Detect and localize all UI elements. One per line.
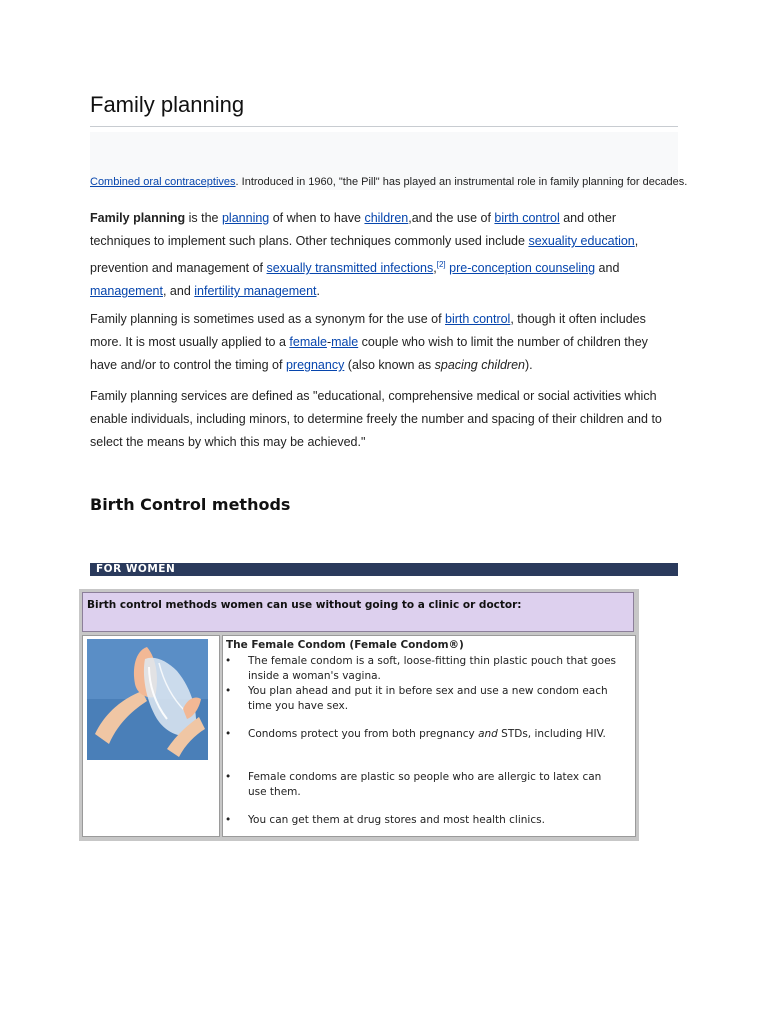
- text-run: of when to have: [269, 211, 365, 225]
- link-sti[interactable]: sexually transmitted infections: [266, 261, 434, 276]
- link-children[interactable]: children: [364, 211, 409, 225]
- bold-term: Family planning: [90, 211, 186, 225]
- bullet-text: Condoms protect you from both pregnancy: [248, 728, 479, 740]
- figure-caption: [90, 176, 690, 188]
- bullet-icon: •: [225, 814, 232, 826]
- text-run: , though it often includes more. It is most usually applied to a: [90, 312, 646, 349]
- banner-label: FOR WOMEN: [96, 563, 176, 575]
- italic-term: and: [478, 728, 498, 740]
- text-run: , and: [162, 284, 195, 299]
- services-paragraph: Family planning services are defined as "educational, comprehensive medical or social activities which enable individuals, including minors, to determine freely the number and spacing of their children and to select the means by which this may be achieved.": [90, 389, 662, 449]
- list-item: [225, 813, 618, 828]
- list-item: [225, 727, 618, 742]
- bullet-text: The female condom is a soft, loose-fitting thin plastic pouch that goes inside a woman's vagina.: [248, 655, 617, 682]
- text-run: couple who wish to limit the number of children they have and/or to control the timing of: [90, 335, 648, 372]
- text-run: ).: [525, 358, 533, 372]
- text-run: ,: [433, 261, 437, 276]
- for-women-banner: [90, 563, 678, 576]
- text-run: (also known as: [344, 358, 435, 372]
- text-run: and: [595, 261, 620, 276]
- link-birth-control-2[interactable]: birth control: [445, 312, 511, 326]
- link-sexuality-education[interactable]: sexuality education: [528, 234, 635, 248]
- intro-paragraph: [90, 207, 670, 303]
- page-title: Family planning: [90, 92, 245, 117]
- text-run: -: [326, 335, 332, 349]
- link-birth-control[interactable]: birth control: [494, 211, 560, 225]
- list-item: [225, 654, 618, 684]
- bullet-icon: •: [225, 655, 232, 667]
- link-planning[interactable]: planning: [221, 211, 270, 225]
- text-run: , prevention and management of: [90, 234, 639, 276]
- link-male[interactable]: male: [331, 335, 359, 349]
- link-infertility[interactable]: infertility management: [194, 284, 317, 299]
- methods-table: [79, 589, 639, 841]
- text-run: .: [316, 284, 321, 299]
- section-heading: Birth Control methods: [90, 495, 291, 514]
- synonym-paragraph: [90, 308, 670, 377]
- text-run: Family planning is sometimes used as a synonym for the use of: [90, 312, 446, 326]
- link-pregnancy[interactable]: pregnancy: [285, 358, 345, 372]
- list-item: [225, 770, 618, 800]
- female-condom-photo: [87, 639, 208, 760]
- bullet-icon: •: [225, 771, 232, 783]
- table-header: Birth control methods women can use without going to a clinic or doctor:: [82, 592, 634, 632]
- method-description-cell: [222, 635, 636, 837]
- caption-link[interactable]: Combined oral contraceptives: [90, 176, 236, 188]
- text-run: ,and the use of: [408, 211, 495, 225]
- bullet-icon: •: [225, 728, 232, 740]
- bullet-icon: •: [225, 685, 232, 697]
- method-title: The Female Condom (Female Condom®): [226, 639, 464, 651]
- link-management[interactable]: management: [90, 284, 163, 299]
- link-female[interactable]: female: [289, 335, 327, 349]
- image-cell: [82, 635, 220, 837]
- bullet-text: STDs, including HIV.: [497, 728, 606, 740]
- link-preconception[interactable]: pre-conception counseling: [449, 261, 596, 276]
- text-run: is the: [185, 211, 222, 225]
- caption-text: . Introduced in 1960, "the Pill" has played an instrumental role in family planning for decades.: [235, 176, 688, 188]
- list-item: [225, 684, 618, 714]
- reference-mark[interactable]: [2]: [436, 260, 446, 269]
- italic-term: spacing children: [434, 358, 525, 372]
- title-divider: [90, 126, 678, 127]
- text-run: and other techniques to implement such plans. Other techniques commonly used include: [90, 211, 617, 248]
- bullet-text: You plan ahead and put it in before sex and use a new condom each time you have sex.: [248, 685, 608, 712]
- bullet-text: Female condoms are plastic so people who are allergic to latex can use them.: [248, 771, 602, 798]
- bullet-text: You can get them at drug stores and most health clinics.: [248, 814, 545, 826]
